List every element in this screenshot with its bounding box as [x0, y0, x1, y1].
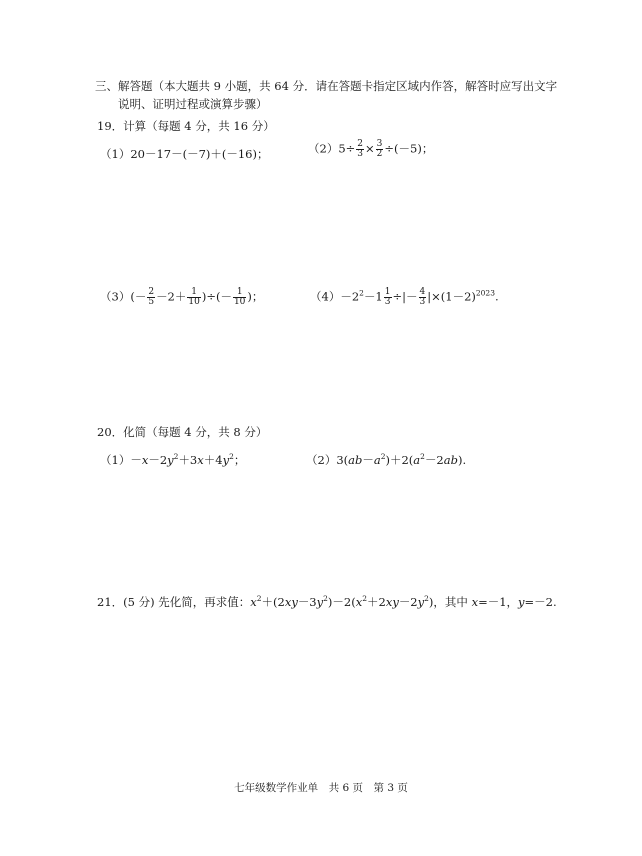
text: － — [362, 453, 374, 467]
fraction-denominator: 2 — [376, 149, 383, 159]
q19-part2-text-c: ÷(－5)； — [384, 141, 434, 156]
variable: x — [141, 453, 149, 467]
text: －2 — [424, 453, 444, 467]
fraction — [376, 140, 384, 159]
variable: xy — [385, 595, 399, 609]
text: ＋(2 — [261, 595, 285, 609]
exponent: 2023 — [475, 288, 495, 298]
variable: ab — [348, 453, 363, 467]
variable: y — [417, 595, 425, 609]
variable: x — [471, 595, 479, 609]
variable: x — [355, 595, 363, 609]
text: －2 — [148, 453, 168, 467]
variable: ab — [443, 453, 458, 467]
variable: y — [222, 453, 230, 467]
fraction-denominator: 3 — [357, 149, 364, 159]
fraction-numerator: 1 — [384, 287, 391, 297]
variable: a — [413, 453, 421, 467]
fraction-numerator: 4 — [419, 287, 426, 297]
q19-part2 — [308, 140, 433, 159]
q19-part4 — [310, 288, 499, 307]
text: － — [130, 453, 142, 467]
q19-part3-label: （3） — [100, 289, 131, 304]
q19-part1: （1）20－17－(－7)＋(－16)； — [100, 147, 269, 161]
variable: xy — [284, 595, 298, 609]
q19-part4-text-c: ÷|－ — [392, 289, 418, 304]
fraction-denominator: 3 — [419, 297, 426, 307]
fraction — [187, 288, 200, 307]
text: 3( — [336, 453, 349, 467]
exponent: 2 — [173, 452, 179, 461]
q19-part3-text-d: )； — [247, 289, 264, 304]
fraction — [384, 288, 392, 307]
variable: y — [167, 453, 174, 467]
fraction-numerator: 2 — [357, 139, 364, 149]
text: －3 — [297, 595, 317, 609]
text: ； — [233, 453, 246, 467]
fraction-denominator: 5 — [148, 297, 155, 307]
q20-part2-label: （2） — [306, 453, 337, 467]
q19-title: 19．计算（每题 4 分，共 16 分） — [97, 119, 275, 133]
text: =－2. — [524, 595, 557, 609]
fraction-denominator: 10 — [233, 297, 246, 307]
q20-part1-label: （1） — [100, 453, 131, 467]
text: ＋3 — [178, 453, 198, 467]
variable: x — [197, 453, 204, 467]
exponent: 2 — [323, 594, 328, 603]
variable: a — [373, 453, 381, 467]
fraction — [147, 288, 155, 307]
q19-part4-text-d: |×(1－2) — [427, 289, 476, 304]
section-heading: 三、解答题（本大题共 9 小题，共 64 分．请在答题卡指定区域内作答，解答时应写出文字 — [95, 79, 558, 93]
section-heading-continued: 说明、证明过程或演算步骤） — [118, 97, 268, 111]
exponent: 2 — [256, 594, 262, 603]
q19-part2-text-b: × — [365, 141, 375, 156]
fraction-numerator: 3 — [376, 139, 383, 149]
q19-part3 — [100, 288, 263, 307]
q20-part1 — [100, 452, 245, 468]
fraction-numerator: 1 — [187, 288, 200, 298]
exponent: 2 — [424, 594, 429, 603]
exponent: 2 — [380, 452, 386, 461]
fraction — [356, 140, 364, 159]
text: =－1， — [478, 595, 519, 609]
text: )，其中 — [428, 595, 472, 609]
text: )＋2( — [385, 453, 414, 467]
q20-part2 — [306, 452, 466, 468]
exponent: 2 — [359, 288, 364, 298]
text: ). — [457, 453, 467, 467]
fraction — [233, 288, 246, 307]
q19-part4-text-e: . — [494, 289, 499, 304]
text: ＋4 — [203, 453, 223, 467]
fraction-numerator: 1 — [233, 288, 246, 298]
text: －2 — [398, 595, 418, 609]
q19-part2-label: （2） — [308, 141, 339, 156]
text: 21．(5 分) 先化简，再求值： — [97, 595, 251, 609]
variable: y — [316, 595, 324, 609]
exponent: 2 — [420, 452, 425, 461]
fraction-denominator: 3 — [384, 297, 391, 307]
q20-title: 20．化简（每题 4 分，共 8 分） — [97, 425, 268, 439]
variable: x — [250, 595, 257, 609]
q19-part4-label: （4） — [310, 289, 341, 304]
text: )－2( — [327, 595, 356, 609]
exponent: 2 — [229, 452, 234, 461]
q19-part4-text-b: －1 — [363, 289, 383, 304]
page-footer: 七年级数学作业单 共 6 页 第 3 页 — [234, 782, 408, 794]
fraction-denominator: 10 — [188, 297, 200, 307]
exponent: 2 — [362, 594, 367, 603]
fraction — [419, 288, 427, 307]
variable: y — [518, 595, 525, 609]
q19-part2-text-a: 5÷ — [338, 141, 356, 156]
q19-part3-text-a: (－ — [130, 289, 147, 304]
q21-statement — [97, 594, 557, 610]
q19-part3-text-c: )÷(－ — [201, 289, 232, 304]
fraction-numerator: 2 — [148, 287, 155, 297]
q19-part3-text-b: －2＋ — [156, 289, 187, 304]
text: ＋2 — [367, 595, 386, 609]
q19-part4-text-a: －2 — [340, 289, 360, 304]
